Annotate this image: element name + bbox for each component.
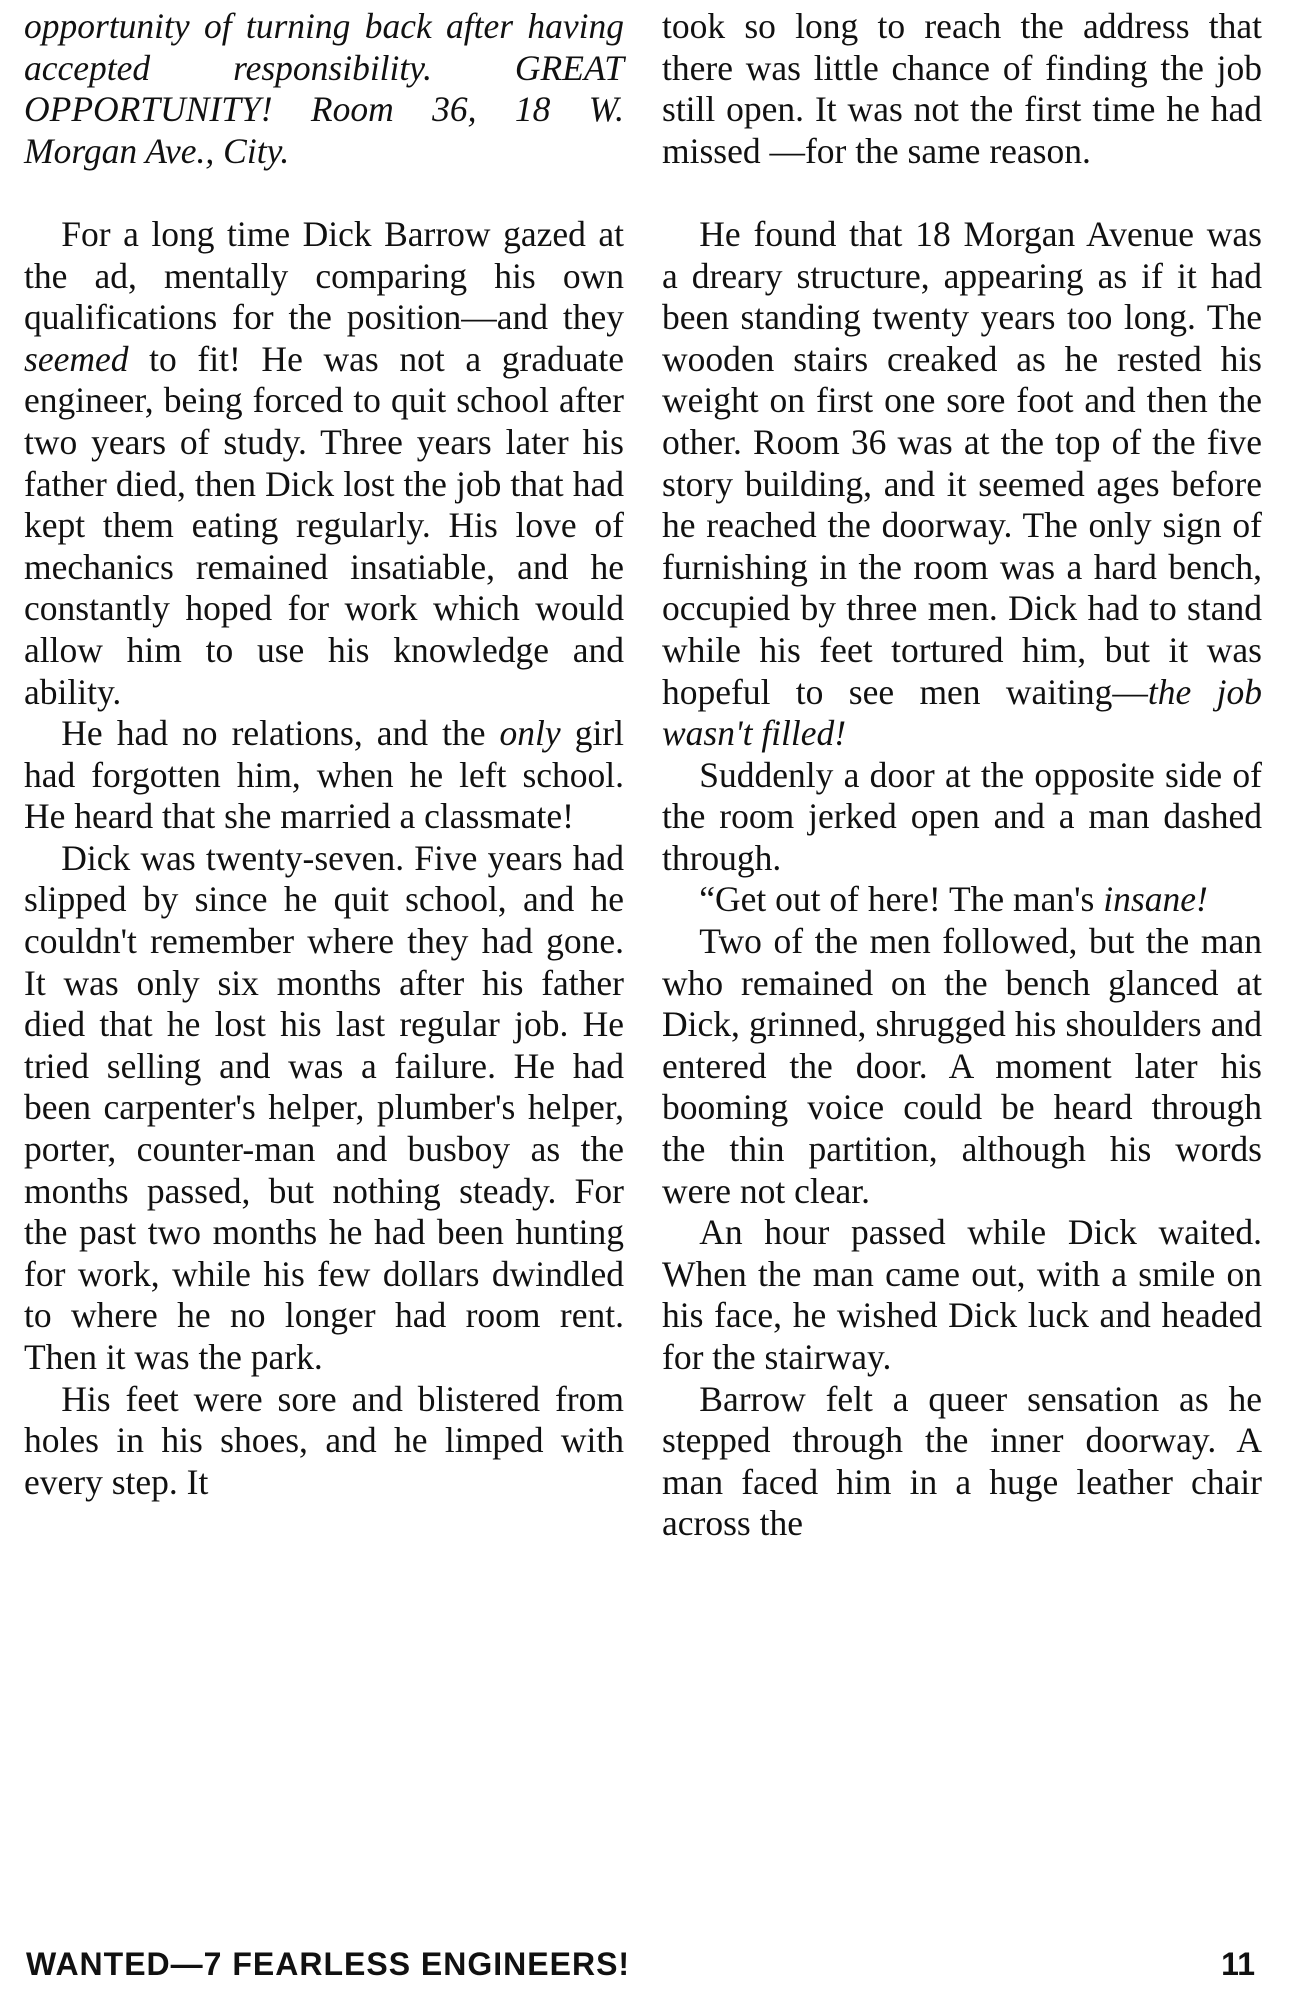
paragraph: An hour passed while Dick waited. When the man came out, with a smile on his face, he wished Dick luck and headed for the stairway.	[662, 1212, 1262, 1377]
paragraph-text: “Get out of here! The man's	[699, 879, 1104, 920]
emphasis: seemed	[24, 338, 129, 379]
right-column	[662, 6, 1262, 1545]
paragraph: Dick was twenty-seven. Five years had slipped by since he quit school, and he couldn't remember where they had gone. It was only six months after his father died that he lost his last regular job. He tried selling and was a failure. He had been carpenter's helper, plumber's helper, porter, counter-man and busboy as the months passed, but nothing steady. For the past two months he had been hunting for work, while his few dollars dwindled to where he no longer had room rent. Then it was the park.	[24, 837, 624, 1377]
page-number: 11	[1221, 1946, 1255, 1982]
ad-text-continuation: opportunity of turning back after having accepted responsibility. GREAT OPPORTUNITY! Room 36, 18 W. Morgan Ave., City.	[24, 6, 624, 171]
paragraph: Two of the men followed, but the man who remained on the bench glanced at Dick, grinned, shrugged his shoulders and entered the door. A moment later his booming voice could be heard through the thin partition, although his words were not clear.	[662, 921, 1262, 1211]
paragraph-text: to fit! He was not a graduate engineer, being forced to quit school after two years of study. Three years later his father died, then Dick lost the job that had kept them eating regularly. His love of mechanics remained insatiable, and he constantly hoped for work which would allow him to use his knowledge and ability.	[24, 338, 624, 712]
paragraph-text: He had no relations, and the	[61, 713, 500, 754]
emphasis: insane!	[1103, 879, 1208, 920]
page-footer	[0, 1946, 1291, 1986]
paragraph: Suddenly a door at the opposite side of the room jerked open and a man dashed through.	[662, 754, 1262, 878]
paragraph	[24, 713, 624, 838]
emphasis: the job wasn't filled!	[662, 671, 1262, 754]
running-title: WANTED—7 FEARLESS ENGINEERS!	[26, 1946, 631, 1982]
paragraph-text: girl had forgotten him, when he left school. He heard that she married a classmate!	[24, 713, 624, 837]
paragraph: took so long to reach the address that there was little chance of finding the job still open. It was not the first time he had missed —for the same reason.	[662, 6, 1262, 171]
paragraph-text: He found that 18 Morgan Avenue was a dreary structure, appearing as if it had been standing twenty years too long. The wooden stairs creaked as he rested his weight on first one sore foot and then the other. Room 36 was at the top of the five story building, and it seemed ages before he reached the doorway. The only sign of furnishing in the room was a hard bench, occupied by three men. Dick had to stand while his feet tortured him, but it was hopeful to see men waiting—	[662, 213, 1262, 712]
paragraph: His feet were sore and blistered from holes in his shoes, and he limped with every step. It	[24, 1378, 624, 1502]
paragraph: Barrow felt a queer sensation as he stepped through the inner doorway. A man faced him in a huge leather chair across the	[662, 1378, 1262, 1544]
paragraph	[662, 214, 1262, 755]
emphasis: only	[499, 713, 561, 754]
paragraph-text: For a long time Dick Barrow gazed at the ad, mentally comparing his own qualifications for the position—and they	[24, 213, 624, 338]
paragraph	[662, 879, 1262, 921]
left-column	[24, 6, 624, 1503]
paragraph	[24, 214, 624, 713]
